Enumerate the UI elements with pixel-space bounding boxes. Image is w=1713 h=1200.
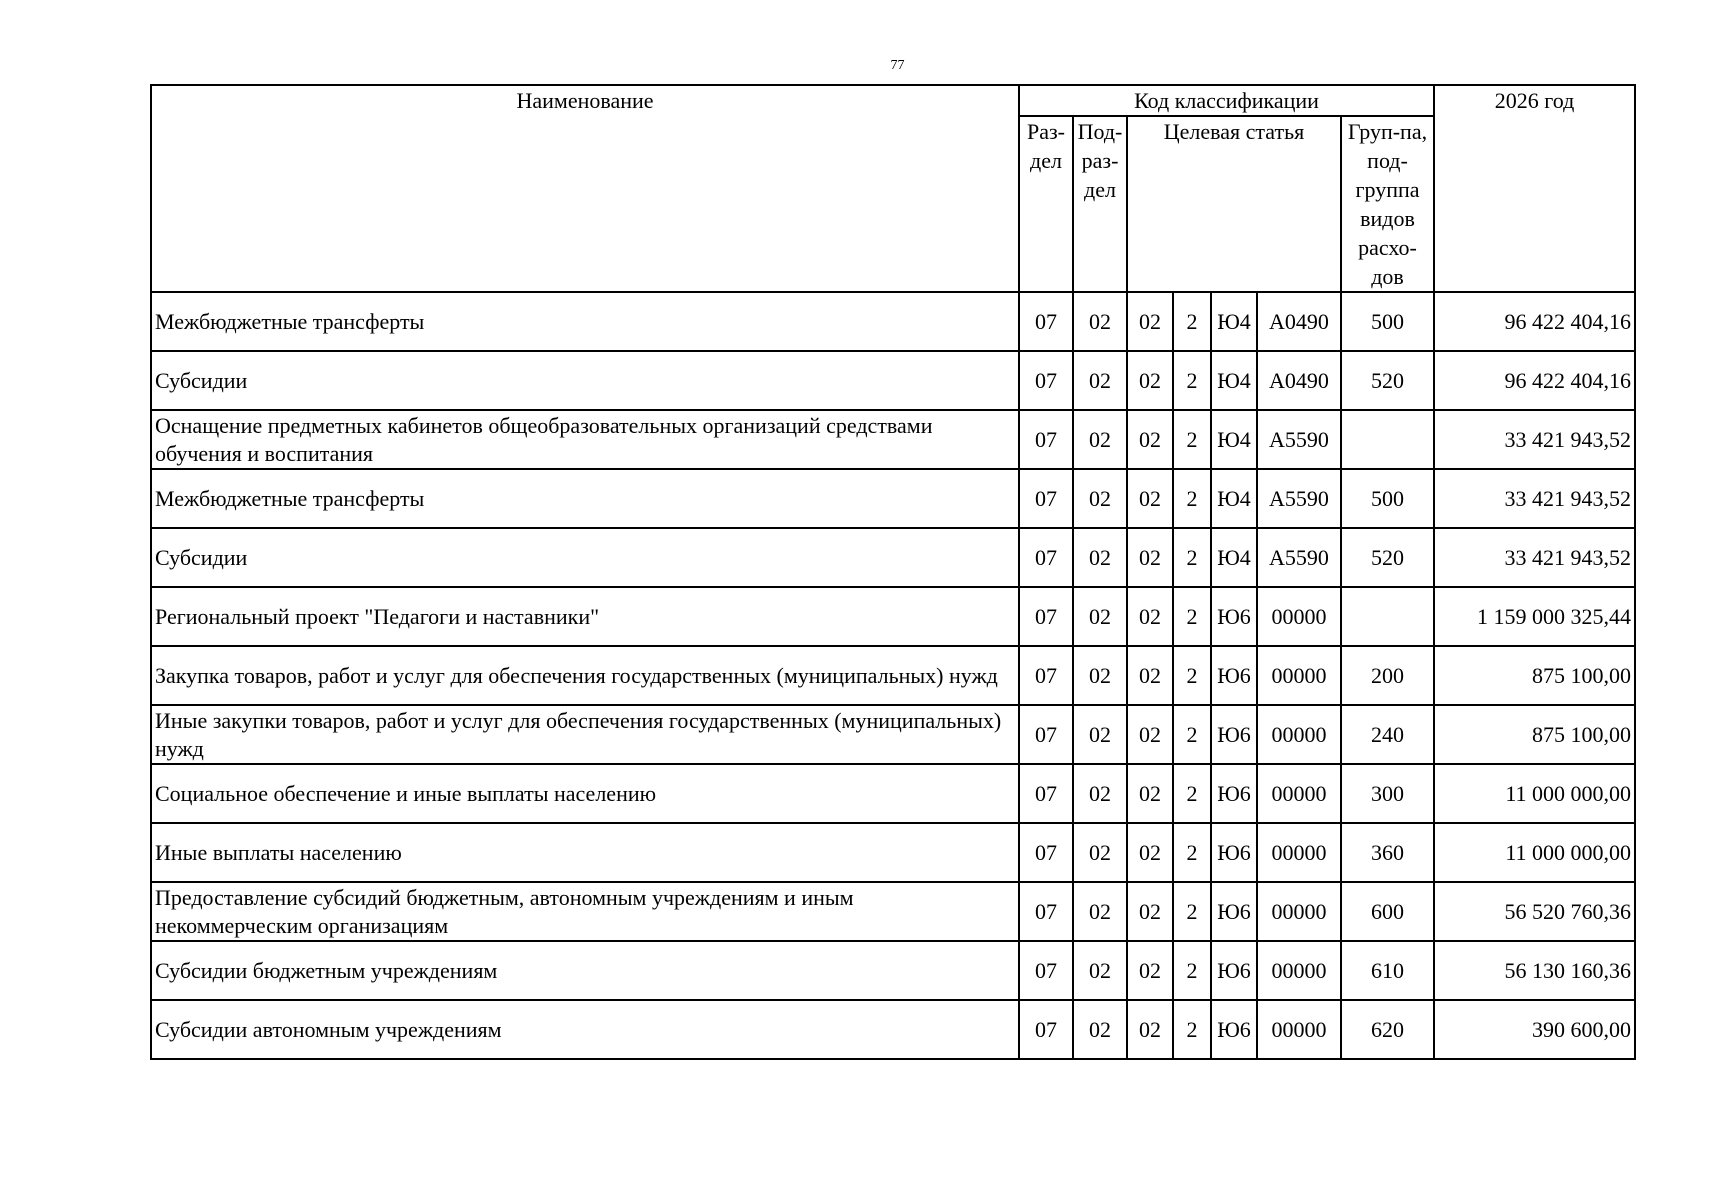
row-target-article-part4: 00000 <box>1257 1000 1341 1059</box>
row-subsection-code: 02 <box>1073 646 1127 705</box>
table-row <box>151 351 1635 410</box>
header-row-1 <box>151 85 1635 116</box>
row-target-article-part1: 02 <box>1127 646 1173 705</box>
row-expense-group-code: 520 <box>1341 528 1434 587</box>
row-section-code: 07 <box>1019 823 1073 882</box>
row-target-article-part4: А0490 <box>1257 351 1341 410</box>
row-target-article-part4: 00000 <box>1257 941 1341 1000</box>
row-target-article-part1: 02 <box>1127 528 1173 587</box>
table-row <box>151 646 1635 705</box>
row-target-article-part1: 02 <box>1127 410 1173 469</box>
row-target-article-part1: 02 <box>1127 469 1173 528</box>
table-row <box>151 941 1635 1000</box>
row-amount: 11 000 000,00 <box>1434 764 1635 823</box>
row-target-article-part2: 2 <box>1173 764 1211 823</box>
header-year: 2026 год <box>1434 85 1635 292</box>
row-target-article-part2: 2 <box>1173 823 1211 882</box>
row-target-article-part1: 02 <box>1127 1000 1173 1059</box>
row-target-article-part2: 2 <box>1173 646 1211 705</box>
row-target-article-part1: 02 <box>1127 823 1173 882</box>
row-section-code: 07 <box>1019 469 1073 528</box>
row-target-article-part2: 2 <box>1173 587 1211 646</box>
row-target-article-part1: 02 <box>1127 764 1173 823</box>
row-target-article-part4: 00000 <box>1257 705 1341 764</box>
row-target-article-part4: 00000 <box>1257 764 1341 823</box>
row-target-article-part4: А5590 <box>1257 528 1341 587</box>
row-expense-group-code: 300 <box>1341 764 1434 823</box>
row-section-code: 07 <box>1019 410 1073 469</box>
row-target-article-part2: 2 <box>1173 410 1211 469</box>
row-target-article-part3: Ю6 <box>1211 882 1257 941</box>
row-target-article-part3: Ю6 <box>1211 587 1257 646</box>
row-subsection-code: 02 <box>1073 882 1127 941</box>
row-section-code: 07 <box>1019 646 1073 705</box>
row-subsection-code: 02 <box>1073 587 1127 646</box>
row-target-article-part3: Ю6 <box>1211 646 1257 705</box>
row-target-article-part3: Ю4 <box>1211 351 1257 410</box>
row-amount: 33 421 943,52 <box>1434 410 1635 469</box>
row-subsection-code: 02 <box>1073 764 1127 823</box>
row-name: Субсидии <box>151 528 1019 587</box>
row-name: Социальное обеспечение и иные выплаты населению <box>151 764 1019 823</box>
row-target-article-part4: А5590 <box>1257 469 1341 528</box>
row-target-article-part2: 2 <box>1173 351 1211 410</box>
budget-table <box>150 84 1636 1060</box>
row-target-article-part2: 2 <box>1173 292 1211 351</box>
row-section-code: 07 <box>1019 941 1073 1000</box>
header-name: Наименование <box>151 85 1019 292</box>
header-section <box>1019 116 1073 292</box>
row-target-article-part3: Ю4 <box>1211 528 1257 587</box>
header-classification-code: Код классификации <box>1019 85 1434 116</box>
row-expense-group-code: 600 <box>1341 882 1434 941</box>
row-expense-group-code: 500 <box>1341 469 1434 528</box>
row-subsection-code: 02 <box>1073 823 1127 882</box>
header-target-article: Целевая статья <box>1127 116 1341 292</box>
row-expense-group-code: 620 <box>1341 1000 1434 1059</box>
table-body <box>151 292 1635 1059</box>
row-target-article-part3: Ю4 <box>1211 292 1257 351</box>
table-row <box>151 410 1635 469</box>
row-expense-group-code <box>1341 410 1434 469</box>
row-target-article-part2: 2 <box>1173 941 1211 1000</box>
row-amount: 96 422 404,16 <box>1434 351 1635 410</box>
row-target-article-part4: А0490 <box>1257 292 1341 351</box>
row-name: Иные выплаты населению <box>151 823 1019 882</box>
table-row <box>151 292 1635 351</box>
row-target-article-part3: Ю6 <box>1211 823 1257 882</box>
row-target-article-part3: Ю4 <box>1211 469 1257 528</box>
row-name: Субсидии бюджетным учреждениям <box>151 941 1019 1000</box>
row-target-article-part4: 00000 <box>1257 882 1341 941</box>
row-amount: 1 159 000 325,44 <box>1434 587 1635 646</box>
row-amount: 390 600,00 <box>1434 1000 1635 1059</box>
row-subsection-code: 02 <box>1073 705 1127 764</box>
row-section-code: 07 <box>1019 587 1073 646</box>
row-subsection-code: 02 <box>1073 1000 1127 1059</box>
row-target-article-part3: Ю6 <box>1211 764 1257 823</box>
row-amount: 33 421 943,52 <box>1434 469 1635 528</box>
row-amount: 96 422 404,16 <box>1434 292 1635 351</box>
row-expense-group-code: 200 <box>1341 646 1434 705</box>
row-amount: 11 000 000,00 <box>1434 823 1635 882</box>
row-expense-group-code <box>1341 587 1434 646</box>
row-section-code: 07 <box>1019 882 1073 941</box>
row-subsection-code: 02 <box>1073 292 1127 351</box>
row-target-article-part1: 02 <box>1127 292 1173 351</box>
row-target-article-part1: 02 <box>1127 882 1173 941</box>
table-row <box>151 823 1635 882</box>
row-name: Иные закупки товаров, работ и услуг для обеспечения государственных (муниципальных) нужд <box>151 705 1019 764</box>
row-amount: 875 100,00 <box>1434 646 1635 705</box>
row-target-article-part4: А5590 <box>1257 410 1341 469</box>
table-row <box>151 469 1635 528</box>
row-section-code: 07 <box>1019 351 1073 410</box>
row-name: Предоставление субсидий бюджетным, автономным учреждениям и иным некоммерческим организациям <box>151 882 1019 941</box>
row-subsection-code: 02 <box>1073 941 1127 1000</box>
row-expense-group-code: 610 <box>1341 941 1434 1000</box>
row-subsection-code: 02 <box>1073 469 1127 528</box>
row-subsection-code: 02 <box>1073 528 1127 587</box>
row-target-article-part1: 02 <box>1127 705 1173 764</box>
row-target-article-part3: Ю6 <box>1211 1000 1257 1059</box>
header-subsection-label: Под-раз-дел <box>1077 119 1123 202</box>
row-target-article-part4: 00000 <box>1257 823 1341 882</box>
row-name: Закупка товаров, работ и услуг для обеспечения государственных (муниципальных) нужд <box>151 646 1019 705</box>
row-target-article-part2: 2 <box>1173 469 1211 528</box>
row-target-article-part2: 2 <box>1173 1000 1211 1059</box>
row-target-article-part4: 00000 <box>1257 587 1341 646</box>
table-row <box>151 705 1635 764</box>
row-expense-group-code: 360 <box>1341 823 1434 882</box>
page-number: 77 <box>890 58 905 73</box>
row-target-article-part2: 2 <box>1173 528 1211 587</box>
row-subsection-code: 02 <box>1073 351 1127 410</box>
header-section-label: Раз-дел <box>1026 119 1066 173</box>
row-expense-group-code: 240 <box>1341 705 1434 764</box>
row-section-code: 07 <box>1019 292 1073 351</box>
row-target-article-part2: 2 <box>1173 705 1211 764</box>
row-expense-group-code: 500 <box>1341 292 1434 351</box>
header-subsection <box>1073 116 1127 292</box>
row-name: Оснащение предметных кабинетов общеобразовательных организаций средствами обучения и воспитания <box>151 410 1019 469</box>
row-section-code: 07 <box>1019 528 1073 587</box>
row-section-code: 07 <box>1019 705 1073 764</box>
table-row <box>151 764 1635 823</box>
table-row <box>151 882 1635 941</box>
row-name: Межбюджетные трансферты <box>151 469 1019 528</box>
table-row <box>151 1000 1635 1059</box>
row-expense-group-code: 520 <box>1341 351 1434 410</box>
row-target-article-part1: 02 <box>1127 351 1173 410</box>
row-name: Региональный проект "Педагоги и наставники" <box>151 587 1019 646</box>
header-expense-group <box>1341 116 1434 292</box>
row-amount: 33 421 943,52 <box>1434 528 1635 587</box>
table-row <box>151 587 1635 646</box>
row-name: Межбюджетные трансферты <box>151 292 1019 351</box>
row-target-article-part2: 2 <box>1173 882 1211 941</box>
row-target-article-part3: Ю6 <box>1211 941 1257 1000</box>
table-row <box>151 528 1635 587</box>
header-expense-group-label: Груп-па, под-группа видов расхо-дов <box>1347 119 1428 289</box>
row-target-article-part3: Ю6 <box>1211 705 1257 764</box>
row-name: Субсидии автономным учреждениям <box>151 1000 1019 1059</box>
row-target-article-part4: 00000 <box>1257 646 1341 705</box>
row-amount: 56 130 160,36 <box>1434 941 1635 1000</box>
row-name: Субсидии <box>151 351 1019 410</box>
row-subsection-code: 02 <box>1073 410 1127 469</box>
row-section-code: 07 <box>1019 764 1073 823</box>
row-target-article-part1: 02 <box>1127 941 1173 1000</box>
row-target-article-part3: Ю4 <box>1211 410 1257 469</box>
row-amount: 875 100,00 <box>1434 705 1635 764</box>
row-target-article-part1: 02 <box>1127 587 1173 646</box>
row-amount: 56 520 760,36 <box>1434 882 1635 941</box>
row-section-code: 07 <box>1019 1000 1073 1059</box>
